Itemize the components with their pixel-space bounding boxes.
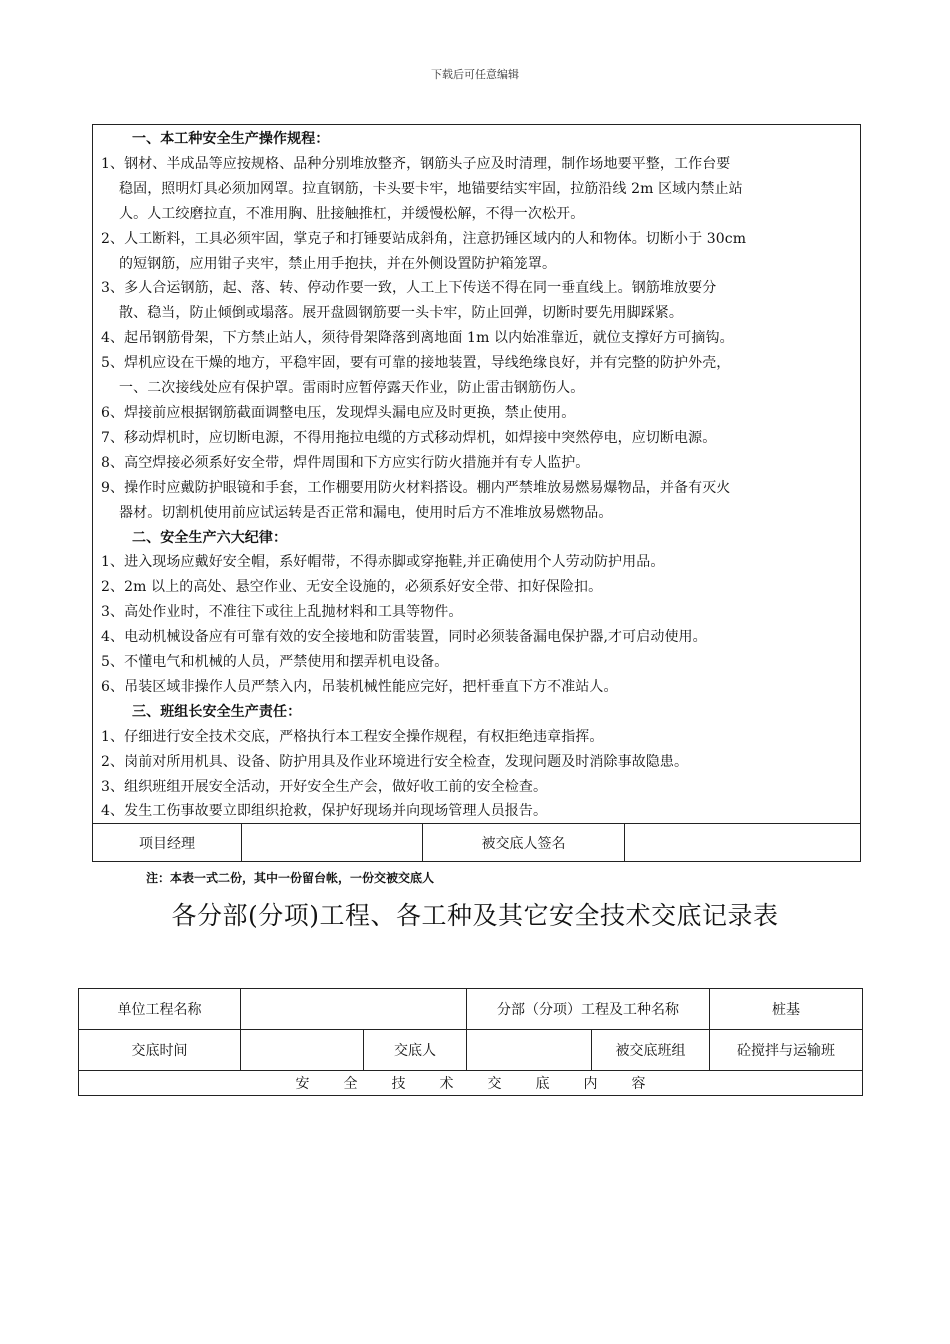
rule-line-continuation: 的短钢筋，应用钳子夹牢，禁止用手抱扶，并在外侧设置防护箱笼罩。 — [119, 255, 557, 272]
rule-line: 3、高处作业时，不准往下或往上乱抛材料和工具等物件。 — [101, 604, 463, 621]
subproject-label: 分部（分项）工程及工种名称 — [467, 989, 710, 1030]
rule-line: 2、人工断料，工具必须牢固，掌克子和打锤要站成斜角，注意扔锤区域内的人和物体。切断小于 30cm — [101, 230, 747, 247]
content-header: 安全技术交底内容 — [79, 1071, 863, 1096]
rule-line: 1、进入现场应戴好安全帽，系好帽带，不得赤脚或穿拖鞋,并正确使用个人劳动防护用品。 — [101, 554, 665, 571]
rule-line: 2、岗前对所用机具、设备、防护用具及作业环境进行安全检查，发现问题及时消除事故隐患。 — [101, 753, 689, 770]
time-label: 交底时间 — [79, 1030, 241, 1071]
signee-label: 被交底人签名 — [423, 824, 625, 862]
unit-project-field[interactable] — [241, 989, 467, 1030]
rule-line: 3、组织班组开展安全活动，开好安全生产会，做好收工前的安全检查。 — [101, 778, 548, 795]
rule-line: 3、多人合运钢筋，起、落、转、停动作要一致，人工上下传送不得在同一垂直线上。钢筋堆放要分 — [101, 280, 717, 297]
rule-line: 8、高空焊接必须系好安全带，焊件周围和下方应实行防火措施并有专人监护。 — [101, 454, 590, 471]
rule-line: 6、吊装区域非操作人员严禁入内，吊装机械性能应完好，把杆垂直下方不准站人。 — [101, 678, 618, 695]
section-title: 三、班组长安全生产责任： — [132, 703, 302, 720]
rule-line: 4、起吊钢筋骨架，下方禁止站人，须待骨架降落到离地面 1m 以内始准靠近，就位支撑好方可摘钩。 — [101, 330, 734, 347]
table-note: 注：本表一式二份，其中一份留台帐，一份交被交底人 — [146, 871, 435, 885]
rule-line: 5、不懂电气和机械的人员，严禁使用和摆弄机电设备。 — [101, 654, 449, 671]
section-title: 一、本工种安全生产操作规程： — [132, 131, 330, 147]
rule-line: 5、焊机应设在干燥的地方，平稳牢固，要有可靠的接地装置，导线绝缘良好，并有完整的防护外壳， — [101, 355, 731, 372]
discloser-field[interactable] — [467, 1030, 592, 1071]
rule-line-continuation: 器材。切割机使用前应试运转是否正常和漏电，使用时后方不准堆放易燃物品。 — [119, 504, 613, 521]
header-note: 下载后可任意编辑 — [431, 68, 519, 81]
project-manager-signature-field[interactable] — [242, 824, 423, 862]
time-field[interactable] — [241, 1030, 364, 1071]
rule-line: 1、钢材、半成品等应按规格、品种分别堆放整齐，钢筋头子应及时清理，制作场地要平整，工作台要 — [101, 155, 731, 172]
signee-signature-field[interactable] — [625, 824, 860, 862]
rule-line-continuation: 散、稳当，防止倾倒或塌落。展开盘圆钢筋要一头卡牢，防止回弹，切断时要先用脚踩紧。 — [119, 305, 683, 322]
record-table — [78, 988, 863, 1096]
team-label: 被交底班组 — [592, 1030, 710, 1071]
section-title: 二、安全生产六大纪律： — [132, 529, 288, 546]
rule-line: 9、操作时应戴防护眼镜和手套，工作棚要用防火材料搭设。棚内严禁堆放易燃易爆物品，并备有灭火 — [101, 479, 731, 496]
safety-rules-box — [92, 124, 861, 862]
rule-line: 6、焊接前应根据钢筋截面调整电压，发现焊头漏电应及时更换，禁止使用。 — [101, 404, 576, 421]
team-field[interactable]: 砼搅拌与运输班 — [710, 1030, 863, 1071]
rule-line: 1、仔细进行安全技术交底，严格执行本工程安全操作规程，有权拒绝违章指挥。 — [101, 728, 604, 745]
rule-line-continuation: 一、二次接线处应有保护罩。雷雨时应暂停露天作业，防止雷击钢筋伤人。 — [119, 380, 585, 397]
discloser-label: 交底人 — [364, 1030, 467, 1071]
project-manager-label: 项目经理 — [93, 824, 242, 862]
rule-line: 4、电动机械设备应有可靠有效的安全接地和防雷装置，同时必须装备漏电保护器,才可启动使用。 — [101, 629, 707, 646]
subproject-field[interactable]: 桩基 — [710, 989, 863, 1030]
rule-line: 7、移动焊机时，应切断电源，不得用拖拉电缆的方式移动焊机，如焊接中突然停电，应切断电源。 — [101, 429, 717, 446]
signature-row — [93, 823, 860, 862]
rule-line-continuation: 稳固，照明灯具必须加网罩。拉直钢筋，卡头要卡牢，地锚要结实牢固，拉筋沿线 2m 区域内禁止站 — [119, 180, 743, 197]
rule-line: 2、2m 以上的高处、悬空作业、无安全设施的，必须系好安全带、扣好保险扣。 — [101, 579, 603, 596]
rule-line: 4、发生工伤事故要立即组织抢救，保护好现场并向现场管理人员报告。 — [101, 803, 548, 820]
record-title: 各分部(分项)工程、各工种及其它安全技术交底记录表 — [171, 901, 779, 930]
safety-rules-text — [93, 125, 860, 824]
unit-project-label: 单位工程名称 — [79, 989, 241, 1030]
rule-line-continuation: 人。人工绞磨拉直，不准用胸、肚接触推杠，并缓慢松解，不得一次松开。 — [119, 205, 585, 222]
